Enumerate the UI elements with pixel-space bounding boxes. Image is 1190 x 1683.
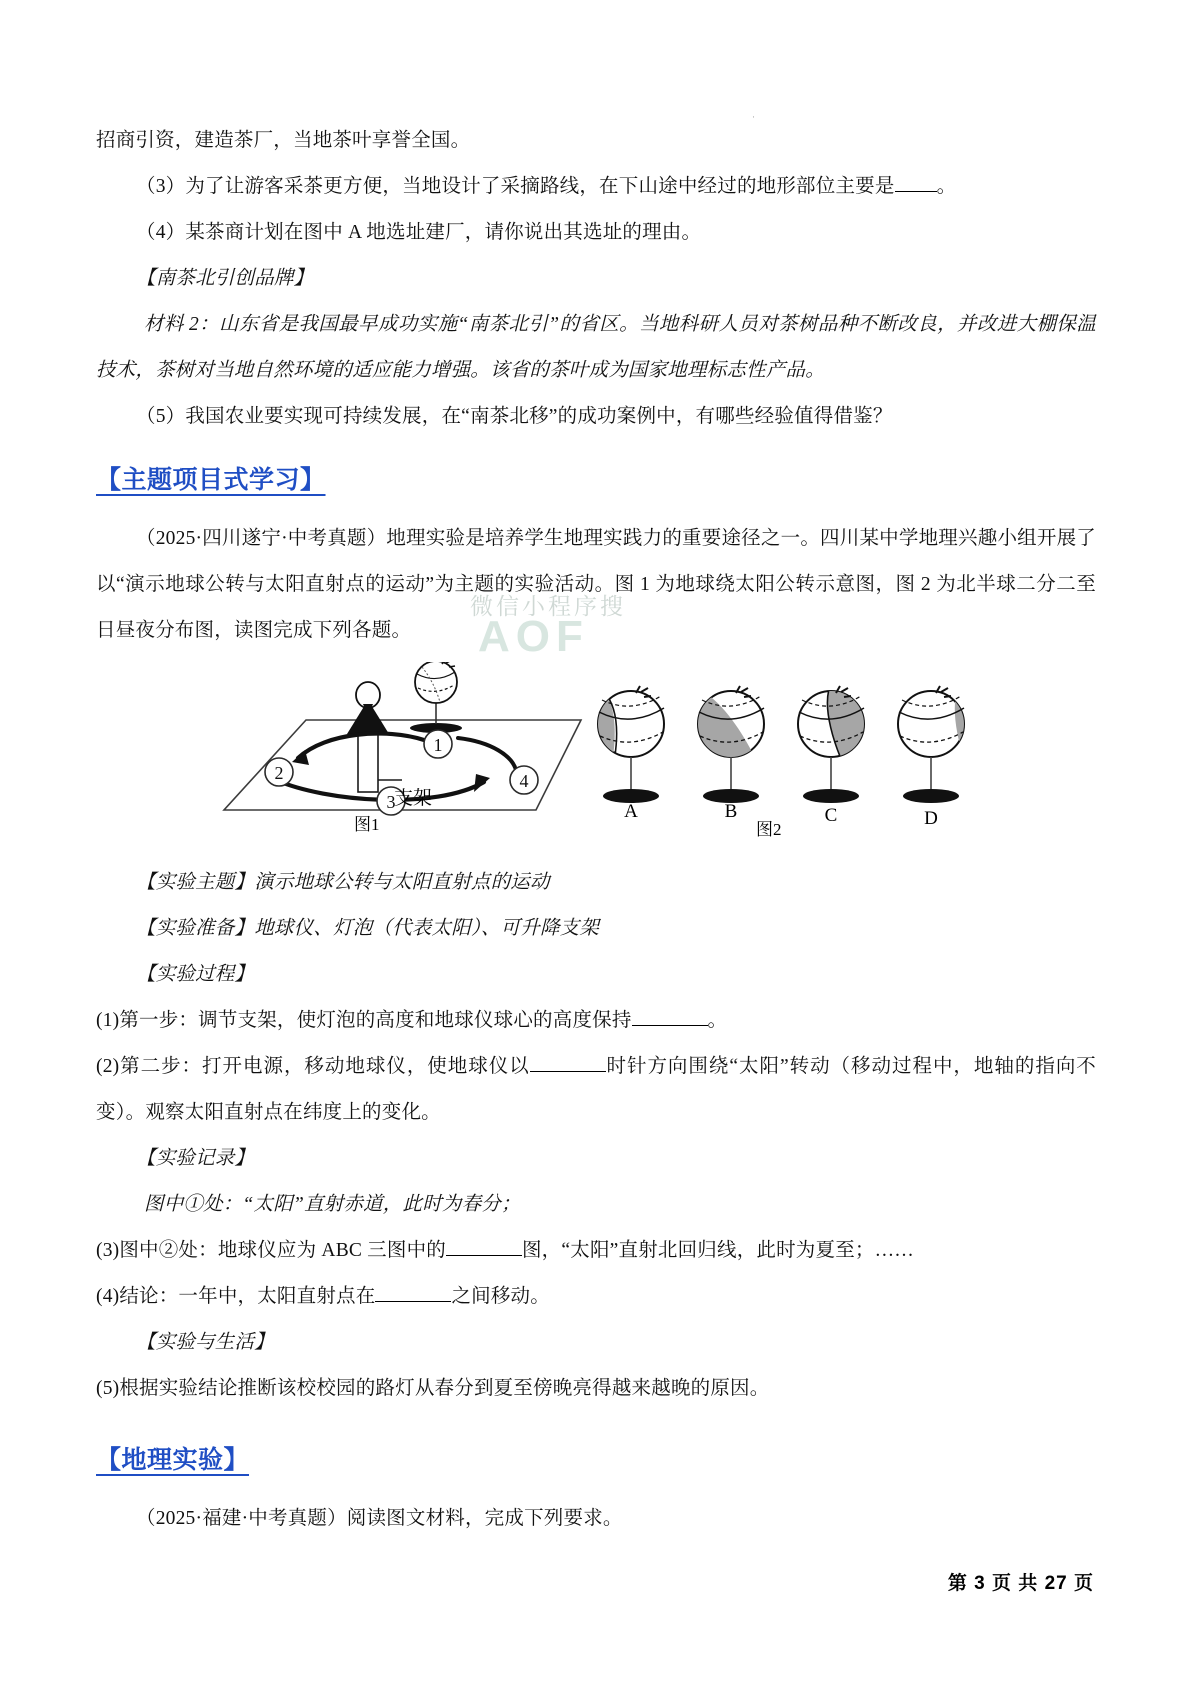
figure-2-label-c: C: [824, 805, 838, 826]
answer-blank-q3[interactable]: [895, 191, 937, 192]
answer-blank-exp-q4[interactable]: [375, 1301, 451, 1302]
project-source-intro: （2025·四川遂宁·中考真题）地理实验是培养学生地理实践力的重要途径之一。四川某中学地理兴趣小组开展了以“演示地球公转与太阳直射点的运动”为主题的实验活动。图 1 为地球绕太阳公转示意图，图 2 为北半球二分二至日昼夜分布图，读图完成下列各题。: [96, 528, 1096, 641]
section-heading-project-wrap: [96, 458, 1096, 502]
experiment-question-3: [96, 1228, 1096, 1274]
experiment-prep-line: [96, 906, 1096, 952]
globe-b: [686, 684, 764, 803]
page-footer: 第 3 页 共 27 页: [947, 1573, 1094, 1594]
figure-1-support-label: 支架: [394, 788, 433, 809]
answer-blank-step1[interactable]: [632, 1025, 708, 1026]
watermark-logo-text: AOF: [478, 612, 589, 661]
experiment-record-line: 图中①处：“太阳”直射赤道，此时为春分；: [144, 1194, 521, 1215]
figure-1-caption: 图1: [354, 815, 380, 834]
globe-d: [898, 684, 976, 803]
globe-c: [798, 684, 876, 803]
experiment-theme-label: 【实验主题】: [136, 872, 255, 893]
experiment-step-2: [96, 1044, 1096, 1136]
experiment-record-label: 【实验记录】: [136, 1148, 255, 1169]
tea-material-2: 材料 2：山东省是我国最早成功实施“南茶北引”的省区。当地科研人员对茶树品种不断改良，并改进大棚保温技术，茶树对当地自然环境的适应能力增强。该省的茶叶成为国家地理标志性产品。: [96, 314, 1096, 381]
experiment-theme-line: [96, 860, 1096, 906]
tea-q3-tail: 。: [936, 176, 957, 197]
page-artifact-dot: ·: [752, 112, 755, 122]
globe-a: [586, 684, 664, 803]
figure-2-label-b: B: [724, 801, 738, 822]
experiment-question-5: (5)根据实验结论推断该校校园的路灯从春分到夏至傍晚亮得越来越晚的原因。: [96, 1378, 770, 1399]
answer-blank-exp-q3[interactable]: [446, 1255, 522, 1256]
page-content: [96, 118, 1096, 1542]
experiment-process-label: 【实验过程】: [136, 964, 255, 985]
experiment-question-4: [96, 1274, 1096, 1320]
experiment-prep-label: 【实验准备】: [136, 918, 255, 939]
answer-blank-step2[interactable]: [530, 1071, 606, 1072]
exp-q3-text: (3)图中②处：地球仪应为 ABC 三图中的: [96, 1240, 446, 1261]
step2-tail: 时针方向围绕“太阳”转动（移动过程中，地轴的指向不变）。观察太阳直射点在纬度上的变化。: [96, 1056, 1096, 1123]
exp-q4-text: (4)结论：一年中，太阳直射点在: [96, 1286, 376, 1307]
figure-2-label-a: A: [624, 801, 638, 822]
section-heading-geo-experiment: 【地理实验】: [96, 1446, 250, 1474]
section-heading-geo-wrap: [96, 1438, 1096, 1482]
tea-continuation-line: 招商引资，建造茶厂，当地茶叶享誉全国。: [96, 130, 471, 151]
section-heading-project: 【主题项目式学习】: [96, 466, 326, 494]
experiment-theme-text: 演示地球公转与太阳直射点的运动: [254, 872, 550, 893]
tea-question-4: （4）某茶商计划在图中 A 地选址建厂，请你说出其选址的理由。: [136, 222, 702, 243]
svg-text:4: 4: [519, 771, 529, 791]
experiment-life-label: 【实验与生活】: [136, 1332, 274, 1353]
svg-text:1: 1: [433, 735, 443, 755]
step2-text: (2)第二步：打开电源，移动地球仪，使地球仪以: [96, 1056, 530, 1077]
svg-text:3: 3: [386, 792, 396, 812]
svg-text:2: 2: [274, 763, 284, 783]
step1-tail: 。: [707, 1010, 728, 1031]
exp-q4-tail: 之间移动。: [451, 1286, 550, 1307]
step1-text: (1)第一步：调节支架，使灯泡的高度和地球仪球心的高度保持: [96, 1010, 632, 1031]
tea-bracket-title: 【南茶北引创品牌】: [136, 268, 314, 289]
tea-question-3: [96, 164, 1096, 210]
experiment-step-1: [96, 998, 1096, 1044]
geo-source-intro: （2025·福建·中考真题）阅读图文材料，完成下列要求。: [136, 1508, 623, 1529]
exp-q3-tail: 图，“太阳”直射北回归线，此时为夏至；……: [521, 1240, 914, 1261]
tea-question-5: （5）我国农业要实现可持续发展，在“南茶北移”的成功案例中，有哪些经验值得借鉴？: [136, 406, 893, 427]
tea-q3-text: （3）为了让游客采茶更方便，当地设计了采摘路线，在下山途中经过的地形部位主要是: [136, 176, 895, 197]
figure-2-caption: 图2: [756, 820, 782, 839]
experiment-prep-text: 地球仪、灯泡（代表太阳）、可升降支架: [254, 918, 600, 939]
figure-2-label-d: D: [924, 808, 938, 829]
figures-container: [96, 660, 1096, 840]
watermark-top-text: 微信小程序搜: [470, 593, 626, 619]
